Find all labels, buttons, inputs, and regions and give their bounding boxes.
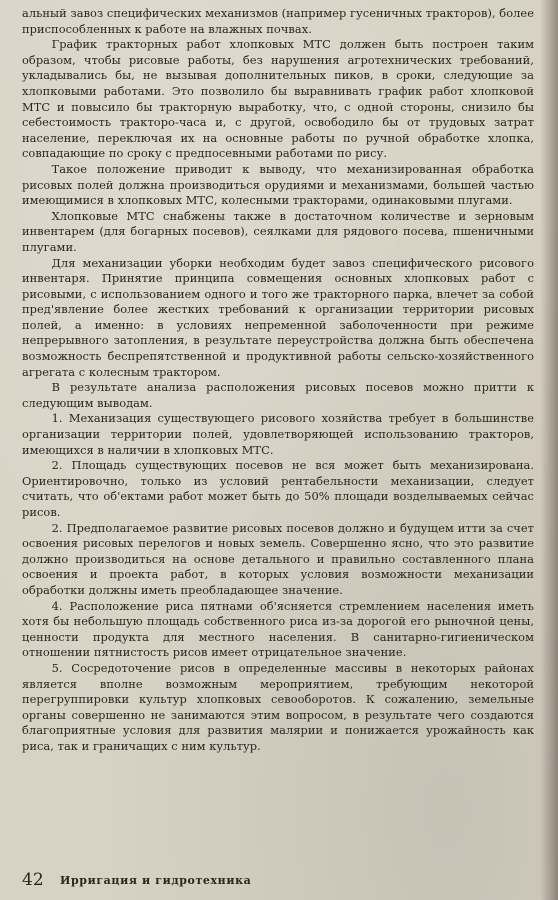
body-text xyxy=(22,6,534,755)
paragraph-continuation: альный завоз специфических механизмов (например гусеничных тракторов), более приспособленных к работе на влажных почвах. xyxy=(22,6,534,36)
conclusion-item-1: 1. Механизация существующего рисового хозяйства требует в большинстве организации территории полей, удовлетворяющей использованию тракторов, имеющихся в наличии в хлопковых МТС. xyxy=(22,411,534,457)
conclusion-item-5: 5. Сосредоточение рисов в определенные массивы в некоторых районах является вполне возможным мероприятием, требующим некоторой перегруппировки культур хлопковых севооборотов. К сожалению, земельные органы совершенно не занимаются этим вопросом, в результате чего создаются благоприятные условия для развития малярии и понижается урожайность как риса, так и граничащих с ним культур. xyxy=(22,660,534,753)
paragraph-conclusion-mechanization: Такое положение приводит к выводу, что механизированная обработка рисовых полей должна производиться орудиями и механизмами, большей частью имеющимися в хлопковых МТС, колесными тракторами, одинаковыми плугами. xyxy=(22,161,534,208)
page-number: 42 xyxy=(22,870,44,890)
conclusion-item-2a: 2. Площадь существующих посевов не вся может быть механизирована. Ориентировочно, только из условий рентабельности механизации, следует считать, что об'ектами работ может быть до 50% площади возделываемых сейчас рисов. xyxy=(22,458,534,519)
running-title: Ирригация и гидротехника xyxy=(60,874,252,887)
page-edge-shadow xyxy=(540,0,558,900)
paragraph-tractor-schedule: График тракторных работ хлопковых МТС должен быть построен таким образом, чтобы рисовые работы, без нарушения агротехнических требований, укладывались бы, не вызывая дополнительных пиков, в сроки, следующие за хлопковыми работами. Это позволило бы выравнивать график работ хлопковой МТС и повысило бы тракторную выработку, что, с одной стороны, снизило бы себестоимость тракторо-часа и, с другой, освободило бы от трудовых затрат население, переключая их на основные работы по ручной обработке хлопка, совпадающие по сроку с предпосевными работами по рису. xyxy=(22,37,534,161)
paragraph-harvest-mechanization: Для механизации уборки необходим будет завоз специфического рисового инвентаря. Принятие принципа совмещения основных хлопковых работ с рисовыми, с использованием одного и того же тракторного парка, влечет за собой пред'явление более жестких требований к организации территории рисовых полей, а именно: в условиях непременной заболоченности при режиме непрерывного затопления, в результате переустройства должна быть обеспечена возможность беспрепятственной и продуктивной работы сельско-хозяйственного агрегата с колесным трактором. xyxy=(22,255,534,379)
paragraph-analysis-intro: В результате анализа расположения рисовых посевов можно притти к следующим выводам. xyxy=(22,380,534,410)
paragraph-mts-equipment: Хлопковые МТС снабжены также в достаточном количестве и зерновым инвентарем (для богарных посевов), сеялками для рядового посева, пшеничными плугами. xyxy=(22,208,534,254)
page-footer xyxy=(22,870,534,892)
conclusion-item-4: 4. Расположение риса пятнами об'ясняется стремлением населения иметь хотя бы небольшую площадь собственного риса из-за дорогой его рыночной цены, ценности продукта для местного населения. В санитарно-гигиеническом отношении пятнистость рисов имеет отрицательное значение. xyxy=(22,598,534,660)
conclusion-item-2b: 2. Предполагаемое развитие рисовых посевов должно и будущем итти за счет освоения рисовых перелогов и новых земель. Совершенно ясно, что это развитие должно производиться на основе детального и правильно составленного плана освоения и проекта работ, в которых условия возможности механизации обработки должны иметь преобладающее значение. xyxy=(22,520,534,597)
